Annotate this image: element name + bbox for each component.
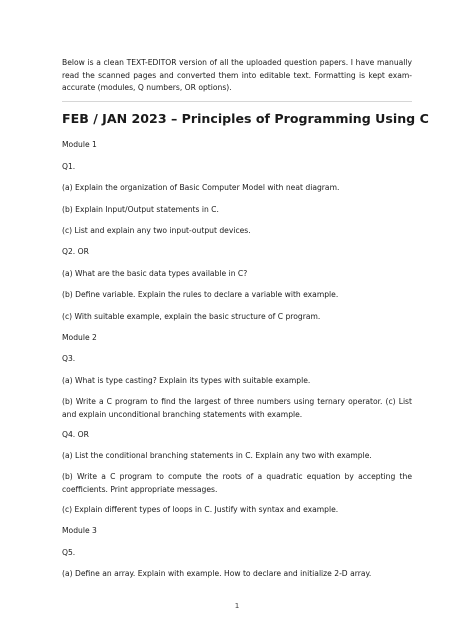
question-item: (b) Write a C program to compute the roots of a quadratic equation by accepting the coefficients. Print appropriate messages. xyxy=(62,472,412,494)
module-heading: Module 3 xyxy=(62,526,97,535)
question-number: Q1. xyxy=(62,162,76,171)
question-number: Q3. xyxy=(62,354,76,363)
question-item: (a) List the conditional branching statements in C. Explain any two with example. xyxy=(62,451,372,460)
module-heading: Module 2 xyxy=(62,333,97,342)
intro-paragraph: Below is a clean TEXT-EDITOR version of all the uploaded question papers. I have manually read the scanned pages and converted them into editable text. Formatting is kept exam-accurate (modules, Q numbers, OR options). xyxy=(62,58,412,93)
question-item: (b) Write a C program to find the largest of three numbers using ternary operator. (c) List and explain unconditional branching statements with example. xyxy=(62,397,412,419)
question-item: (a) What are the basic data types available in C? xyxy=(62,269,248,278)
question-item: (c) List and explain any two input-output devices. xyxy=(62,226,251,235)
page-title: FEB / JAN 2023 – Principles of Programming Using C xyxy=(62,111,429,126)
question-number: Q2. OR xyxy=(62,247,89,256)
question-item: (b) Explain Input/Output statements in C. xyxy=(62,205,219,214)
question-item: (b) Define variable. Explain the rules to declare a variable with example. xyxy=(62,290,339,299)
question-item: (a) Explain the organization of Basic Computer Model with neat diagram. xyxy=(62,183,340,192)
question-item: (c) With suitable example, explain the basic structure of C program. xyxy=(62,312,321,321)
page-number: 1 xyxy=(234,601,240,610)
question-item: (a) What is type casting? Explain its types with suitable example. xyxy=(62,376,311,385)
horizontal-divider xyxy=(62,101,412,102)
module-heading: Module 1 xyxy=(62,140,97,149)
question-item: (a) Define an array. Explain with example. How to declare and initialize 2-D array. xyxy=(62,569,372,578)
question-number: Q4. OR xyxy=(62,430,89,439)
question-number: Q5. xyxy=(62,548,76,557)
question-item: (c) Explain different types of loops in C. Justify with syntax and example. xyxy=(62,505,339,514)
